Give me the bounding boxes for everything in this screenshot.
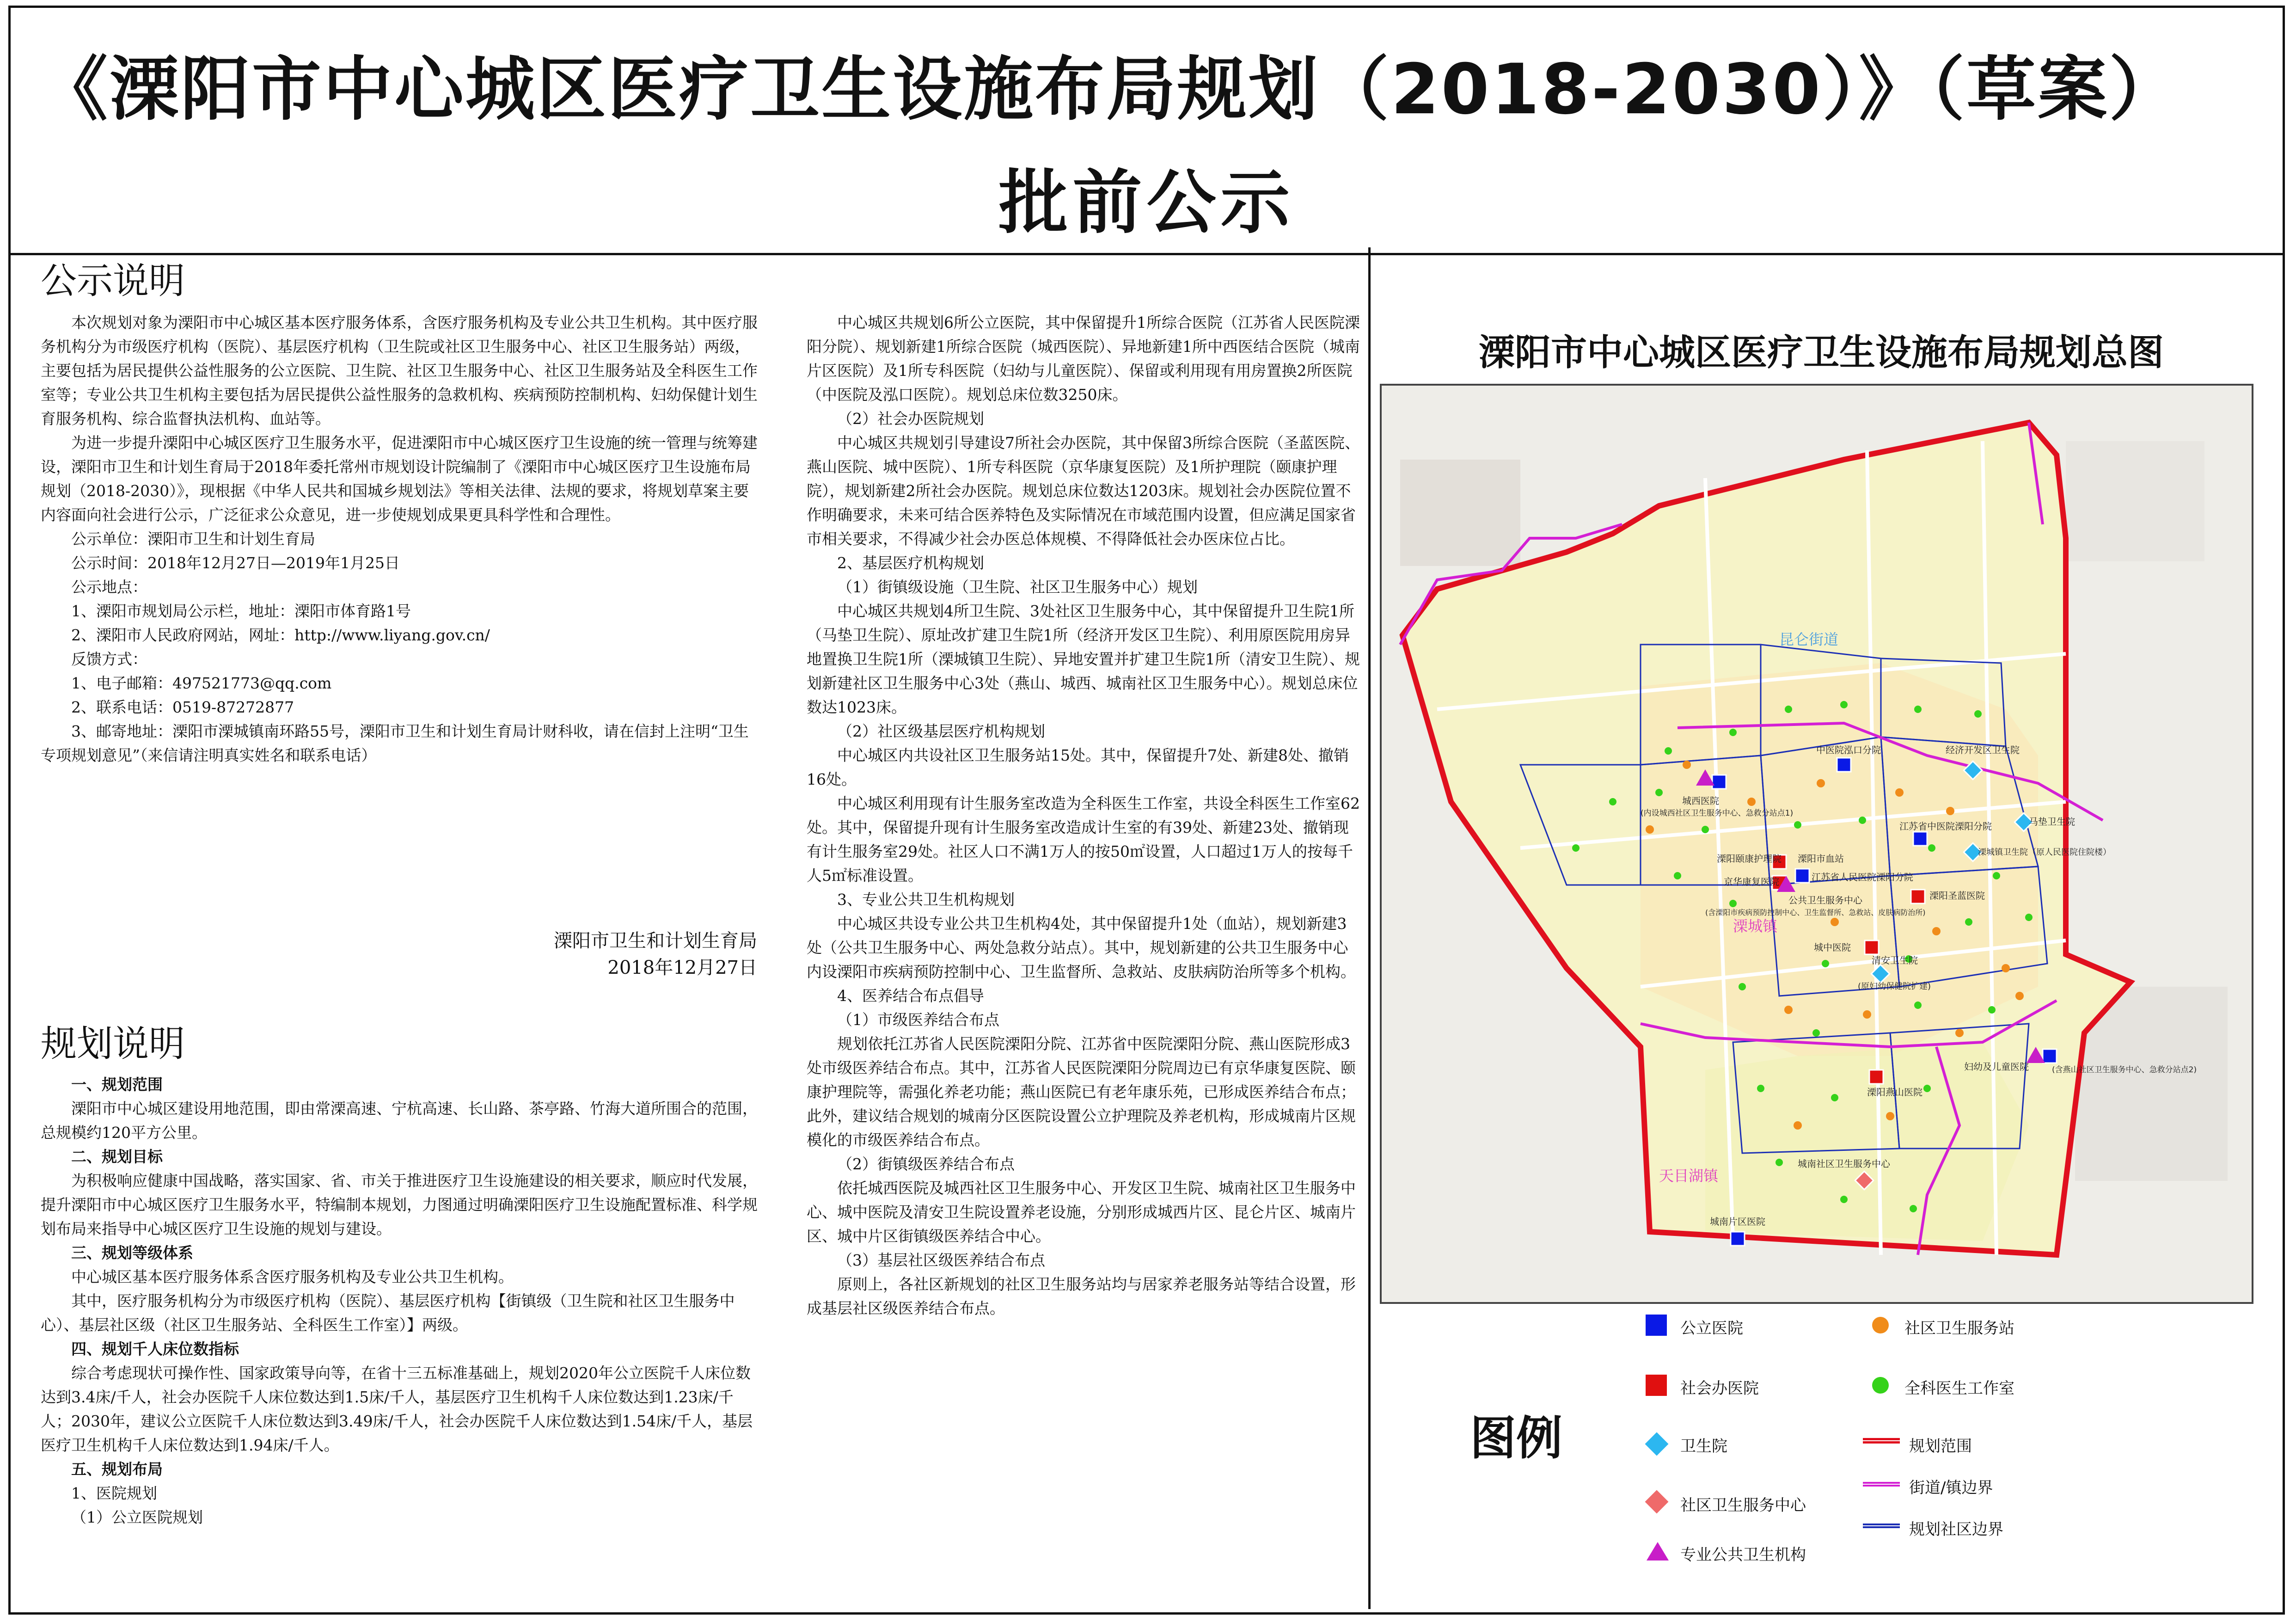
- col2-h3: 2、基层医疗机构规划: [837, 554, 984, 572]
- col2-p6: 中心城区共设专业公共卫生机构4处，其中保留提升1处（血站），规划新建3处（公共卫生服务中心、两处急救分站点）。其中，规划新建的公共卫生服务中心内设溧阳市疾病预防控制中心、卫生监督所、急救站、皮肤病防治所等多个机构。: [807, 915, 1356, 981]
- plan-s4-text: 综合考虑现状可操作性、国家政策导向等，在省十三五标准基础上，规划2020年公立医院千人床位数达到3.4床/千人，社会办医院千人床位数达到1.5床/千人，基层医疗卫生机构千人床位数达到1.23床/千人；2030年，建议公立医院千人床位数达到3.49床/千人，社会办医院千人床位数达到1.54床/千人，基层医疗卫生机构千人床位数达到1.94床/千人。: [41, 1364, 753, 1454]
- gp-marker: [1840, 701, 1848, 708]
- gp-marker: [1674, 872, 1681, 879]
- col2-p9: 原则上，各社区新规划的社区卫生服务站均与居家养老服务站等结合设置，形成基层社区级医养结合布点。: [807, 1275, 1356, 1317]
- legend-title: 图例: [1470, 1411, 1562, 1465]
- gp-marker: [1914, 706, 1922, 713]
- col2-h2: （2）社会办医院规划: [837, 410, 984, 428]
- facility-label: 经济开发区卫生院: [1946, 744, 2020, 756]
- station-marker: [1932, 927, 1941, 935]
- col2-p2: 中心城区共规划引导建设7所社会办医院，其中保留3所综合医院（圣蓝医院、燕山医院、城中医院）、1所专科医院（京华康复医院）及1所护理院（颐康护理院），规划新建2所社会办医院。规划总床位数达1203床。规划社会办医院位置不作明确要求，未来可结合医养特色及实际情况在市域范围内设置，但应满足国家省市相关要求，不得减少社会办医总体规模、不得降低社会办医床位占比。: [807, 434, 1360, 548]
- col2-h5-1: （1）市级医养结合布点: [837, 1011, 999, 1029]
- legend-public-health: 专业公共卫生机构: [1680, 1546, 1806, 1564]
- legend-street-boundary-icon: [1863, 1482, 1900, 1487]
- station-marker: [1886, 1112, 1894, 1120]
- map-title: 溧阳市中心城区医疗卫生设施布局规划总图: [1478, 332, 2164, 374]
- facility-label: (含燕山社区卫生服务中心、急救分站点2): [2052, 1065, 2197, 1075]
- gp-marker: [1840, 1196, 1848, 1203]
- facility-label: (含溧阳市疾病预防控制中心、卫生监督所、急救站、皮肤病防治所): [1705, 908, 1926, 917]
- notice-time: 公示时间：2018年12月27日—2019年1月25日: [71, 554, 400, 572]
- plan-s3-text-1: 中心城区基本医疗服务体系含医疗服务机构及专业公共卫生机构。: [71, 1268, 514, 1286]
- gp-marker: [1923, 1085, 1931, 1092]
- col2-p3: 中心城区共规划4所卫生院、3处社区卫生服务中心，其中保留提升卫生院1所（马垫卫生院）、原址改扩建卫生院1所（经济开发区卫生院）、利用原医院用房异地置换卫生院1所（溧城镇卫生院）、异地安置并扩建卫生院1所（清安卫生院）、规划新建社区卫生服务中心3处（燕山、城西、城南社区卫生服务中心）。规划总床位数达1023床。: [807, 602, 1360, 716]
- gp-marker: [1702, 826, 1709, 833]
- legend-community-boundary: 规划社区边界: [1909, 1520, 2003, 1539]
- plan-s3: 三、规划等级体系: [71, 1244, 193, 1262]
- facility-label: 江苏省中医院溧阳分院: [1899, 821, 1992, 832]
- facility-label: (原妇幼保健院扩建): [1858, 982, 1931, 991]
- gp-marker: [1729, 900, 1737, 907]
- facility-label: 妇幼及儿童医院: [1964, 1061, 2029, 1072]
- facility-label: 城中医院: [1814, 942, 1851, 953]
- facility-label: 城南片区医院: [1710, 1216, 1765, 1227]
- public-hospital-marker: [1712, 775, 1726, 789]
- col2-h3-1: （1）街镇级设施（卫生院、社区卫生服务中心）规划: [837, 578, 1198, 596]
- public-hospital-marker: [2043, 1049, 2057, 1063]
- feedback-mail: 3、邮寄地址：溧阳市溧城镇南环路55号，溧阳市卫生和计划生育局计财科收，请在信封上注明“卫生专项规划意见”（来信请注明真实姓名和联系电话）: [41, 722, 749, 764]
- gp-marker: [1776, 1159, 1783, 1166]
- legend-gp: 全科医生工作室: [1904, 1379, 2014, 1398]
- legend-gp-icon: [1872, 1377, 1889, 1394]
- col2-h5-2: （2）街镇级医养结合布点: [837, 1155, 1015, 1173]
- col2-h4: 3、专业公共卫生机构规划: [837, 891, 1015, 909]
- facility-label: 清安卫生院: [1872, 955, 1918, 966]
- landuse-patch: [1400, 460, 1520, 566]
- station-marker: [1946, 807, 1954, 815]
- gp-marker: [1831, 1094, 1838, 1101]
- facility-label: 城西医院: [1682, 795, 1719, 806]
- gp-marker: [1914, 1001, 1922, 1009]
- facility-label: 溧阳市血站: [1798, 853, 1844, 864]
- notice-signature: [41, 928, 757, 981]
- notice-heading: 公示说明: [41, 260, 185, 302]
- gp-marker: [1910, 1205, 1917, 1212]
- plan-body-col2: [807, 311, 1361, 1321]
- gp-marker: [1655, 789, 1663, 796]
- col2-p8: 依托城西医院及城西社区卫生服务中心、开发区卫生院、城南社区卫生服务中心、城中医院及清安卫生院设置养老设施，分别形成城西片区、昆仑片区、城南片区、城中片区街镇级医养结合中心。: [807, 1179, 1356, 1245]
- map-svg: [1382, 386, 2253, 1304]
- column-divider: [1368, 247, 1371, 1609]
- private-hospital-marker: [1865, 940, 1879, 954]
- notice-place-1: 1、溧阳市规划局公示栏，地址：溧阳市体育路1号: [71, 602, 411, 620]
- gp-marker: [1609, 798, 1616, 805]
- legend-street-boundary: 街道/镇边界: [1909, 1479, 1993, 1497]
- plan-s2-text: 为积极响应健康中国战略，落实国家、省、市关于推进医疗卫生设施建设的相关要求，顺应时代发展，提升溧阳市中心城区医疗卫生服务水平，特编制本规划，力图通过明确溧阳医疗卫生设施配置标准、科学规划布局来指导中心城区医疗卫生设施的规划与建设。: [41, 1172, 758, 1238]
- district-label: 昆仑街道: [1779, 631, 1839, 648]
- plan-s5-1: 1、医院规划: [71, 1484, 157, 1502]
- gp-marker: [1859, 817, 1866, 824]
- notice-body: [41, 311, 762, 768]
- gp-marker: [1993, 872, 2000, 879]
- gp-marker: [1757, 1085, 1764, 1092]
- sign-org: 溧阳市卫生和计划生育局: [554, 930, 757, 952]
- gp-marker: [1665, 747, 1672, 755]
- gp-marker: [1785, 706, 1792, 713]
- facility-label: 公共卫生服务中心: [1788, 895, 1862, 906]
- sign-date: 2018年12月27日: [607, 957, 757, 978]
- col2-p4: 中心城区内共设社区卫生服务站15处。其中，保留提升7处、新建8处、撤销16处。: [807, 746, 1349, 788]
- district-label: 天目湖镇: [1659, 1167, 1719, 1185]
- legend-public-hospital-icon: [1646, 1315, 1667, 1336]
- plan-s1: 一、规划范围: [71, 1075, 163, 1094]
- col2-h5-3: （3）基层社区级医养结合布点: [837, 1251, 1045, 1269]
- private-hospital-marker: [1869, 1070, 1883, 1084]
- gp-marker: [1965, 918, 1972, 926]
- station-marker: [1955, 1029, 1964, 1037]
- facility-label: (内设城西社区卫生服务中心、急救分站点1): [1641, 809, 1794, 818]
- plan-s5: 五、规划布局: [71, 1460, 163, 1478]
- notice-unit: 公示单位：溧阳市卫生和计划生育局: [71, 530, 315, 548]
- title-area: [11, 8, 2283, 255]
- legend-boundary-icon: [1863, 1438, 1900, 1444]
- legend-public-hospital: 公立医院: [1680, 1319, 1743, 1338]
- plan-s3-text-2: 其中，医疗服务机构分为市级医疗机构（医院）、基层医疗机构【街镇级（卫生院和社区卫生服务中心）、基层社区级（社区卫生服务站、全科医生工作室）】两级。: [41, 1292, 735, 1334]
- facility-label: 溧阳燕山医院: [1867, 1087, 1923, 1098]
- feedback-phone: 2、联系电话：0519-87272877: [71, 698, 294, 716]
- facility-label: 马垫卫生院: [2029, 816, 2075, 827]
- station-marker: [1683, 761, 1691, 769]
- notice-place-label: 公示地点：: [71, 578, 147, 596]
- public-hospital-marker: [1731, 1232, 1745, 1246]
- public-hospital-marker: [1837, 758, 1851, 772]
- private-hospital-marker: [1911, 890, 1925, 903]
- plan-s5-1-1: （1）公立医院规划: [71, 1508, 203, 1526]
- station-marker: [1863, 1010, 1871, 1019]
- district-label: 溧城镇: [1733, 917, 1778, 935]
- facility-label: 溧阳圣蓝医院: [1929, 890, 1985, 901]
- main-title: 《溧阳市中心城区医疗卫生设施布局规划（2018-2030）》（草案）: [38, 49, 2180, 130]
- station-marker: [2002, 964, 2010, 972]
- facility-label: 城南社区卫生服务中心: [1798, 1158, 1890, 1169]
- gp-marker: [1822, 960, 1829, 967]
- gp-marker: [1794, 821, 1801, 829]
- gp-marker: [1928, 844, 1935, 852]
- public-hospital-marker: [1795, 869, 1809, 883]
- gp-marker: [1812, 1029, 1820, 1037]
- legend-community-center: 社区卫生服务中心: [1680, 1496, 1806, 1515]
- notice-place-2: 2、溧阳市人民政府网站，网址：http://www.liyang.gov.cn/: [71, 626, 490, 644]
- plan-s4: 四、规划千人床位数指标: [71, 1340, 239, 1358]
- station-marker: [1817, 779, 1825, 787]
- sub-title: 批前公示: [998, 163, 1295, 243]
- col2-h5: 4、医养结合布点倡导: [837, 987, 984, 1005]
- gp-marker: [2025, 914, 2033, 921]
- notice-para-1: 本次规划对象为溧阳市中心城区基本医疗服务体系，含医疗服务机构及专业公共卫生机构。其中医疗服务机构分为市级医疗机构（医院）、基层医疗机构（卫生院或社区卫生服务中心、社区卫生服务站）两级，主要包括为居民提供公益性服务的公立医院、卫生院、社区卫生服务中心、社区卫生服务站及全科医生工作室等；专业公共卫生机构主要包括为居民提供公益性服务的急救机构、疾病预防控制机构、妇幼保健计划生育服务机构、综合监督执法机构、血站等。: [41, 313, 758, 428]
- feedback-email: 1、电子邮箱：497521773@qq.com: [71, 674, 332, 692]
- legend-health-center: 卫生院: [1680, 1437, 1727, 1456]
- gp-marker: [1988, 1006, 1996, 1014]
- gp-marker: [1729, 729, 1737, 736]
- legend-station: 社区卫生服务站: [1904, 1319, 2014, 1338]
- col2-p1: 中心城区共规划6所公立医院，其中保留提升1所综合医院（江苏省人民医院溧阳分院）、规划新建1所综合医院（城西医院）、异地新建1所中西医结合医院（城南片区医院）及1所专科医院（妇幼与儿童医院）、保留或利用现有用房置换2所医院（中医院及泓口医院）。规划总床位数3250床。: [807, 313, 1360, 404]
- legend-public-health-icon: [1647, 1542, 1669, 1561]
- plan-s2: 二、规划目标: [71, 1148, 163, 1166]
- plan-body: [41, 1073, 762, 1530]
- plan-s1-text: 溧阳市中心城区建设用地范围，即由常溧高速、宁杭高速、长山路、茶亭路、竹海大道所围合的范围，总规模约120平方公里。: [41, 1100, 758, 1142]
- feedback-label: 反馈方式：: [71, 650, 147, 668]
- station-marker: [1784, 1006, 1793, 1014]
- col2-p7: 规划依托江苏省人民医院溧阳分院、江苏省中医院溧阳分院、燕山医院形成3处市级医养结合布点。其中，江苏省人民医院溧阳分院周边已有京华康复医院、颐康护理院等，需强化养老功能；燕山医院已有老年康乐苑，已形成医养结合布点；此外，建议结合规划的城南分区医院设置公立护理院及养老机构，形成城南片区规模化的市级医养结合布点。: [807, 1035, 1356, 1149]
- master-plan-map: [1380, 384, 2253, 1304]
- public-hospital-marker: [1913, 832, 1927, 846]
- station-marker: [1794, 1121, 1802, 1130]
- station-marker: [1831, 918, 1839, 926]
- legend-community-boundary-icon: [1863, 1524, 1900, 1528]
- gp-marker: [1739, 983, 1746, 990]
- legend-private-hospital: 社会办医院: [1680, 1379, 1759, 1398]
- legend-private-hospital-icon: [1646, 1375, 1667, 1396]
- landuse-patch: [2066, 441, 2204, 561]
- gp-marker: [1974, 710, 1982, 718]
- facility-label: 京华康复医院: [1724, 876, 1779, 887]
- station-marker: [1895, 788, 1904, 797]
- facility-label: 溧阳颐康护理院: [1717, 853, 1782, 864]
- facility-label: 溧城镇卫生院（原人民医院住院楼）: [1978, 848, 2111, 857]
- col2-p5: 中心城区利用现有计生服务室改造为全科医生工作室，共设全科医生工作室62处。其中，保留提升现有计生服务室改造成计生室的有39处、新建23处、撤销现有计生服务室29处。社区人口不满1万人的按50㎡设置，人口超过1万人的按每千人5㎡标准设置。: [807, 794, 1360, 885]
- legend-boundary: 规划范围: [1909, 1437, 1972, 1456]
- gp-marker: [1572, 844, 1580, 852]
- col2-h3-2: （2）社区级基层医疗机构规划: [837, 722, 1045, 740]
- plan-heading: 规划说明: [41, 1023, 185, 1065]
- facility-label: 中医院泓口分院: [1816, 744, 1881, 756]
- legend-station-icon: [1872, 1317, 1889, 1333]
- station-marker: [2015, 992, 2024, 1000]
- facility-label: 江苏省人民医院溧阳分院: [1812, 872, 1913, 883]
- station-marker: [1646, 825, 1654, 834]
- station-marker: [1747, 798, 1756, 806]
- notice-para-2: 为进一步提升溧阳中心城区医疗卫生服务水平，促进溧阳市中心城区医疗卫生设施的统一管理与统筹建设，溧阳市卫生和计划生育局于2018年委托常州市规划设计院编制了《溧阳市中心城区医疗卫生设施布局规划（2018-2030）》，现根据《中华人民共和国城乡规划法》等相关法律、法规的要求，将规划草案主要内容面向社会进行公示，广泛征求公众意见，进一步使规划成果更具科学性和合理性。: [41, 434, 758, 524]
